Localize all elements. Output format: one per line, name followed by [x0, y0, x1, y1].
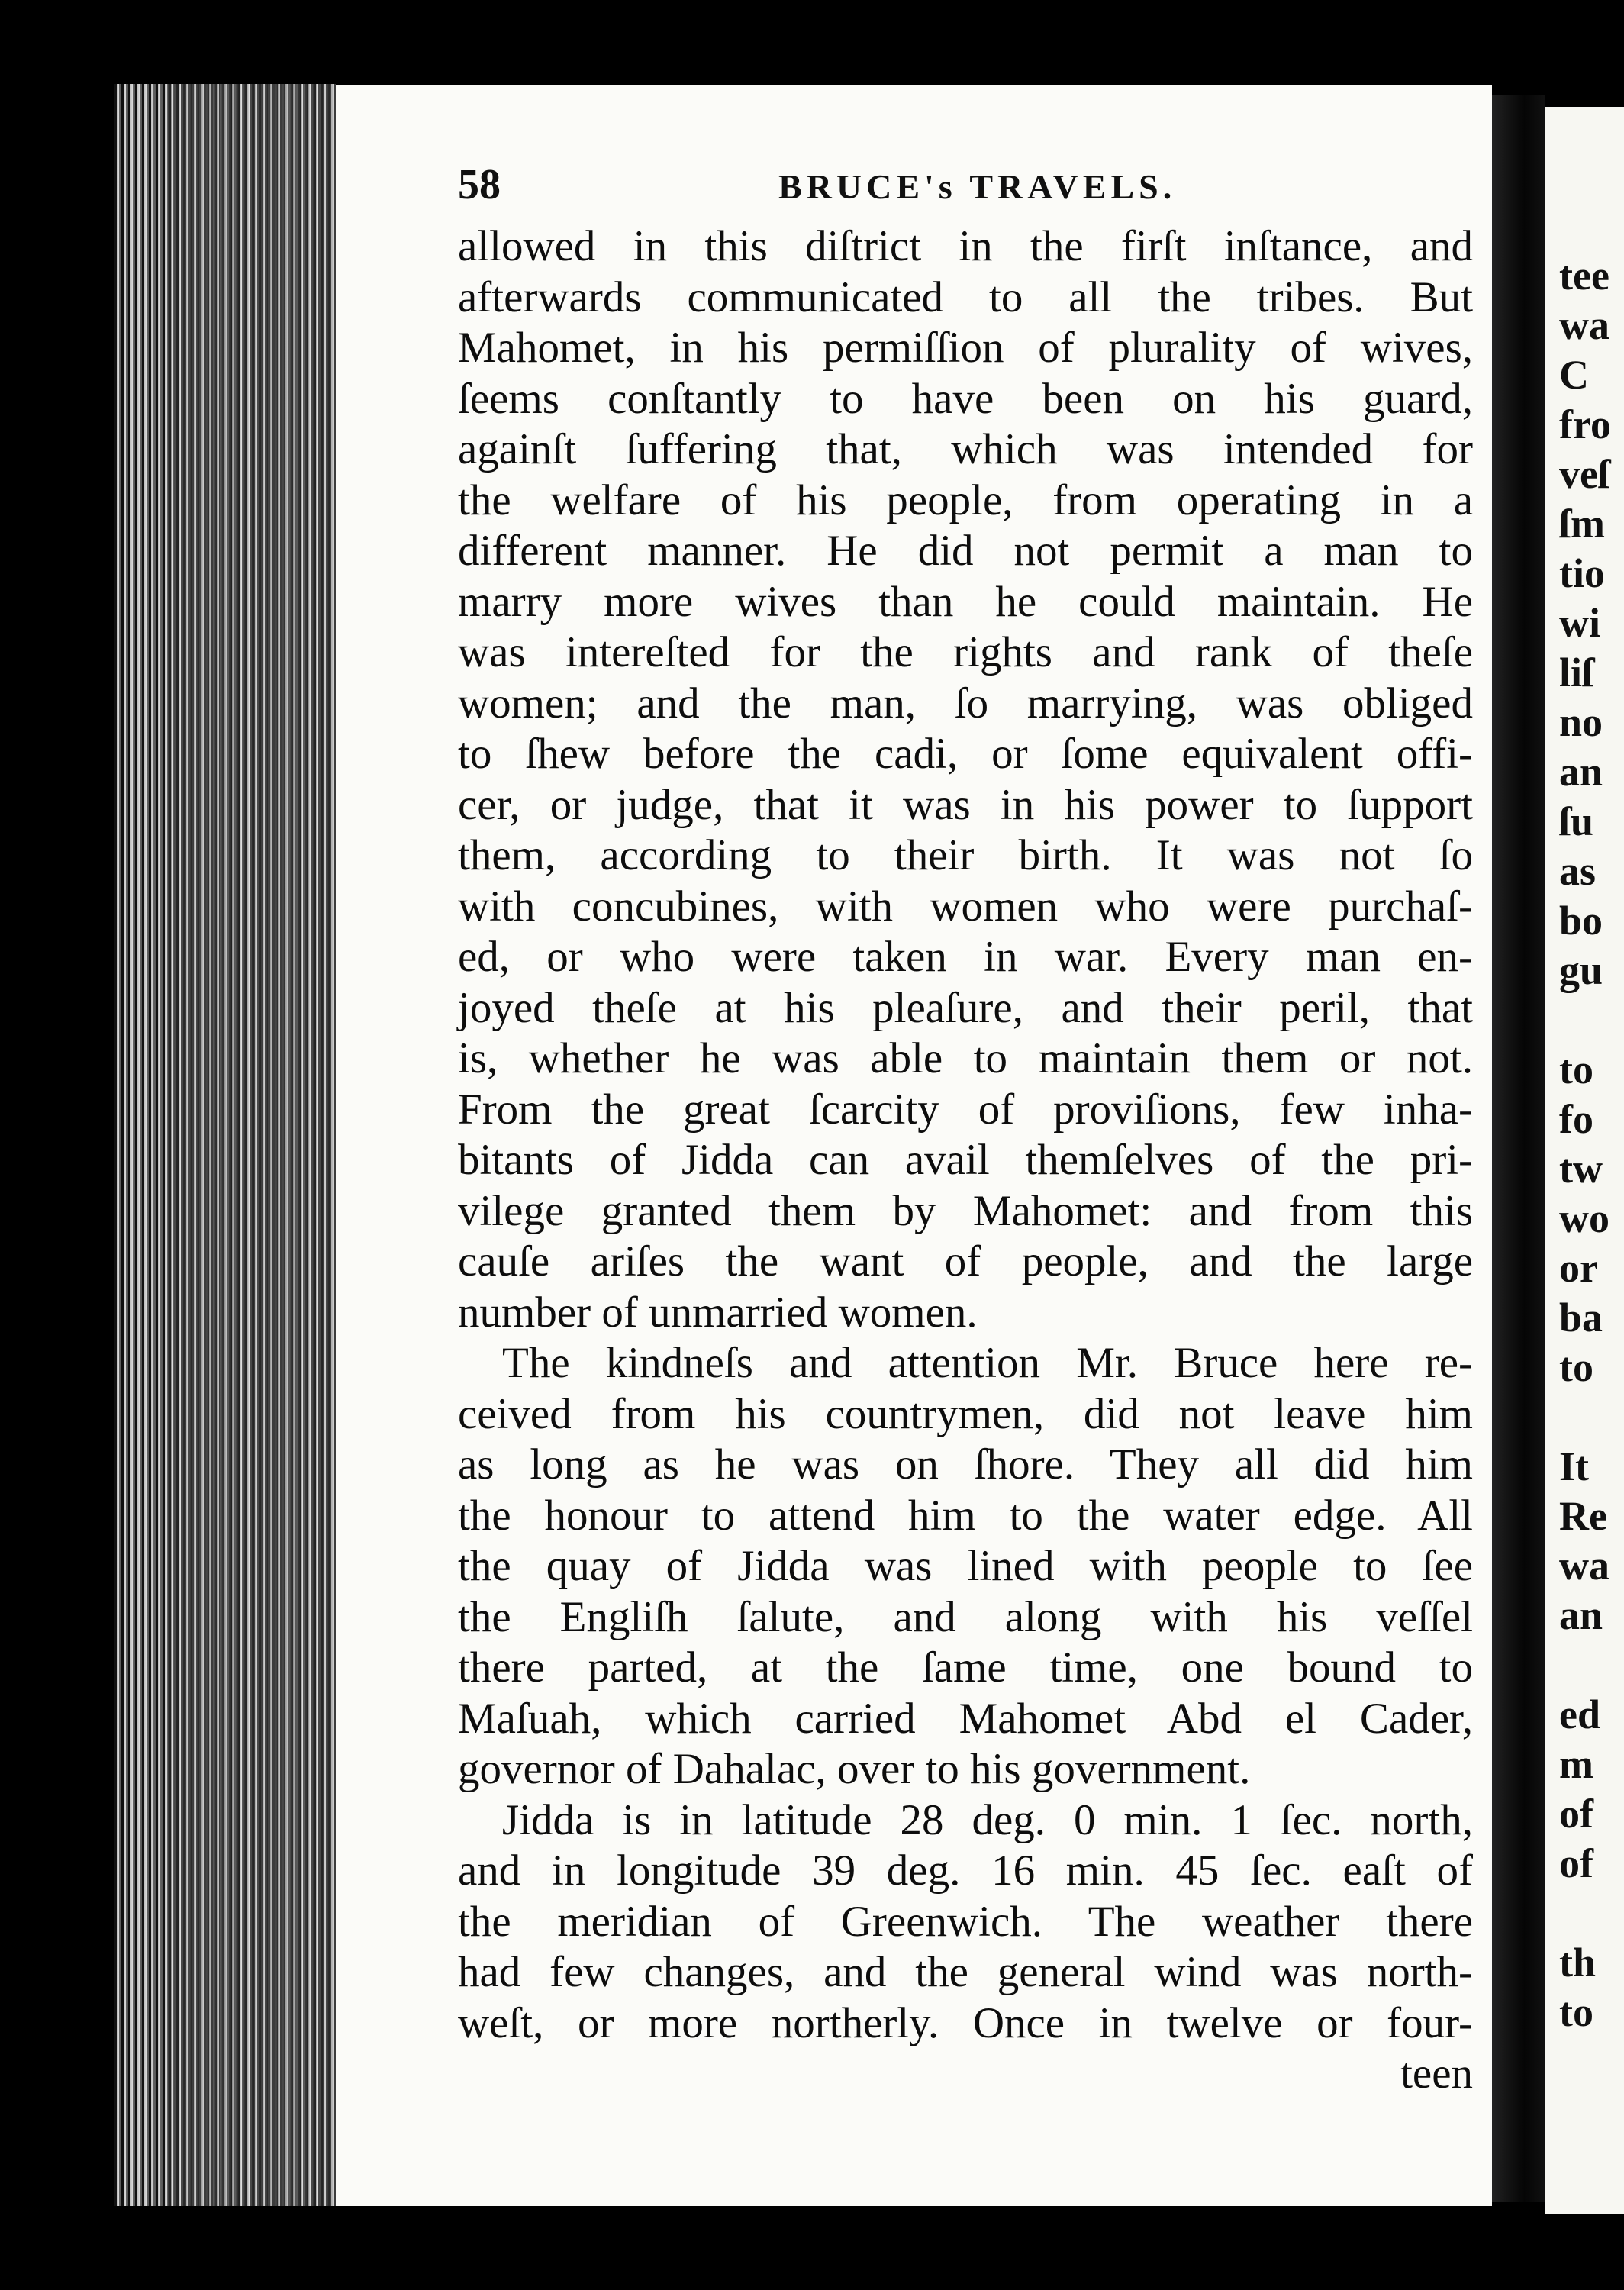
facing-page-fragment: to	[1559, 1344, 1593, 1390]
facing-page-fragment: wa	[1559, 302, 1610, 348]
facing-page-fragment: an	[1559, 749, 1603, 795]
body-text	[458, 221, 1473, 2100]
text-line: vilege granted them by Mahomet: and from this	[458, 1186, 1473, 1235]
text-line: ſeems conſtantly to have been on his guard,	[458, 374, 1473, 423]
paragraph	[458, 1338, 1473, 1795]
text-line: number of unmarried women.	[458, 1288, 978, 1337]
facing-page-fragment: ſu	[1559, 798, 1594, 844]
facing-page-fragment: tio	[1559, 550, 1605, 596]
facing-page-fragment: gu	[1559, 947, 1603, 993]
book-page-edges	[114, 84, 336, 2206]
text-line: them, according to their birth. It was not ſo	[458, 831, 1473, 879]
text-line: Jidda is in latitude 28 deg. 0 min. 1 ſec. north,	[502, 1795, 1473, 1844]
paragraph	[458, 221, 1473, 1338]
text-line: the quay of Jidda was lined with people to ſee	[458, 1542, 1473, 1590]
facing-page-fragment: wa	[1559, 1543, 1610, 1588]
running-head: BRUCE's TRAVELS.	[778, 167, 1177, 206]
facing-page-fragment: as	[1559, 848, 1597, 894]
text-line: cauſe ariſes the want of people, and the large	[458, 1237, 1473, 1285]
text-line: Maſuah, which carried Mahomet Abd el Cader,	[458, 1694, 1473, 1743]
facing-page-fragment: no	[1559, 699, 1603, 745]
text-line: with concubines, with women who were purchaſ-	[458, 882, 1473, 931]
facing-page-fragment: C	[1559, 352, 1589, 398]
text-line: cer, or judge, that it was in his power to ſupport	[458, 780, 1473, 829]
text-line: Mahomet, in his permiſſion of plurality of wives,	[458, 324, 1473, 372]
text-line: The kindneſs and attention Mr. Bruce here re-	[502, 1339, 1473, 1387]
text-line: From the great ſcarcity of proviſions, few inha-	[458, 1085, 1473, 1134]
facing-page-fragment: liſ	[1559, 650, 1594, 695]
facing-page-fragment: Re	[1559, 1493, 1607, 1539]
facing-page-fragment: to	[1559, 1989, 1593, 2035]
text-line: there parted, at the ſame time, one bound to	[458, 1643, 1473, 1692]
facing-page-fragment: or	[1559, 1245, 1598, 1291]
facing-page-fragment: ed	[1559, 1692, 1600, 1737]
facing-page-fragment: m	[1559, 1741, 1593, 1787]
text-line: the Engliſh ſalute, and along with his veſſel	[458, 1592, 1473, 1641]
facing-page-fragment: tee	[1559, 253, 1610, 298]
facing-page-fragment: wo	[1559, 1195, 1610, 1241]
text-line: women; and the man, ſo marrying, was obliged	[458, 679, 1473, 727]
facing-page-fragment: bo	[1559, 898, 1603, 943]
text-line: the meridian of Greenwich. The weather there	[458, 1897, 1473, 1946]
gutter-shadow	[1492, 95, 1545, 2202]
facing-page	[1545, 107, 1624, 2214]
facing-page-fragment: an	[1559, 1592, 1603, 1638]
facing-page-fragment: to	[1559, 1047, 1593, 1092]
text-line: and in longitude 39 deg. 16 min. 45 ſec. eaſt of	[458, 1847, 1473, 1895]
facing-page-fragment: ſm	[1559, 501, 1605, 547]
text-line: joyed theſe at his pleaſure, and their peril, that	[458, 983, 1473, 1032]
text-line: the welfare of his people, from operating in a	[458, 476, 1473, 524]
text-line: bitants of Jidda can avail themſelves of the pri-	[458, 1136, 1473, 1184]
facing-page-fragment: ba	[1559, 1295, 1603, 1340]
text-line: marry more wives than he could maintain. He	[458, 577, 1473, 626]
text-line: different manner. He did not permit a man to	[458, 527, 1473, 575]
text-line: to ſhew before the cadi, or ſome equivalent offi-	[458, 730, 1473, 778]
facing-page-fragment: fo	[1559, 1096, 1593, 1142]
facing-page-fragment: of	[1559, 1840, 1593, 1886]
facing-page-fragment: fro	[1559, 402, 1611, 447]
text-line: governor of Dahalac, over to his government.	[458, 1745, 1251, 1793]
text-line: was intereſted for the rights and rank of theſe	[458, 628, 1473, 676]
facing-page-fragment: It	[1559, 1443, 1589, 1489]
facing-page-fragment: veſ	[1559, 451, 1610, 497]
page-header	[458, 160, 1481, 206]
text-line: afterwards communicated to all the tribes. But	[458, 273, 1473, 321]
text-line: allowed in this diſtrict in the firſt inſtance, and	[458, 222, 1473, 270]
text-line: is, whether he was able to maintain them or not.	[458, 1034, 1473, 1082]
page-number: 58	[458, 161, 501, 208]
text-line: ceived from his countrymen, did not leave him	[458, 1389, 1473, 1438]
facing-page-fragment: of	[1559, 1791, 1593, 1837]
text-line: ed, or who were taken in war. Every man en-	[458, 933, 1473, 981]
text-line: the honour to attend him to the water edge. All	[458, 1491, 1473, 1540]
text-line: againſt ſuffering that, which was intended for	[458, 425, 1473, 473]
text-line: had few changes, and the general wind was north-	[458, 1948, 1473, 1996]
text-line: as long as he was on ſhore. They all did him	[458, 1440, 1473, 1488]
facing-page-fragment: wi	[1559, 600, 1600, 646]
facing-page-fragment: tw	[1559, 1146, 1603, 1192]
facing-page-fragment: th	[1559, 1940, 1597, 1985]
paragraph	[458, 1795, 1473, 2050]
catchword: teen	[1400, 2050, 1473, 2098]
text-line: weſt, or more northerly. Once in twelve or four-	[458, 1998, 1473, 2047]
